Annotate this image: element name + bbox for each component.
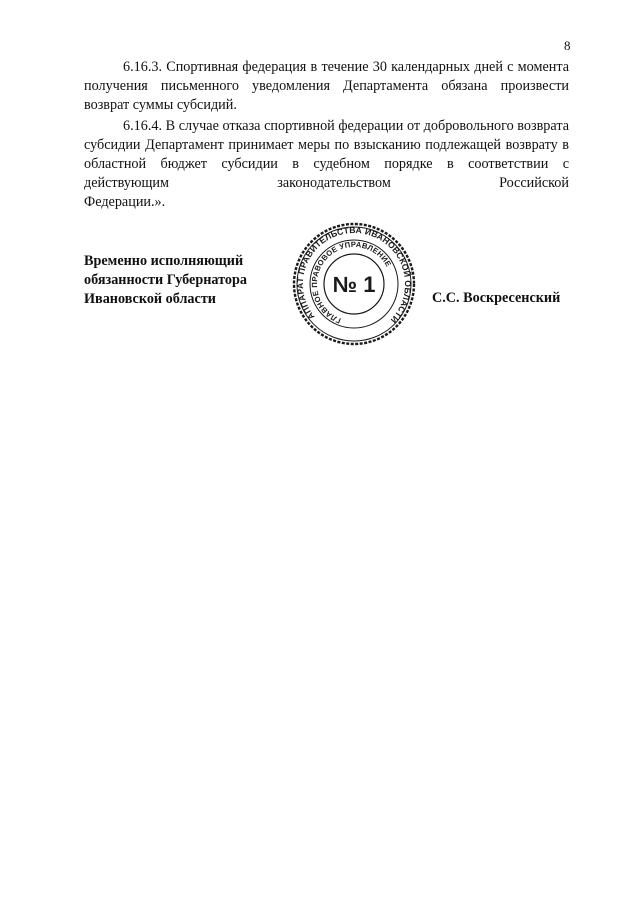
signatory-position <box>84 252 247 309</box>
paragraph-6-16-4-ending: Федерации.». <box>84 194 166 210</box>
document-body <box>84 58 569 214</box>
seal-outer-text: АППАРАТ ПРАВИТЕЛЬСТВА ИВАНОВСКОЙ ОБЛАСТИ <box>294 224 414 326</box>
signatory-position-line: Ивановской области <box>84 291 216 307</box>
page-number: 8 <box>564 38 571 53</box>
official-seal-stamp <box>292 222 416 346</box>
signatory-position-line: Временно исполняющий <box>84 253 244 269</box>
signatory-name: С.С. Воскресенский <box>432 290 561 306</box>
signatory-position-line: обязанности Губернатора <box>84 272 247 288</box>
paragraph-6-16-3: 6.16.3. Спортивная федерация в течение 30 календарных дней с момента получения письменного уведомления Департамента обязана произвести возврат суммы субсидий. <box>84 59 569 113</box>
paragraph-6-16-4-main: 6.16.4. В случае отказа спортивной федерации от добровольного возврата субсидии Департамент принимает меры по взысканию подлежащей возврату в областной бюджет субсидии в судебном порядке в соответствии с действующим законодательством Российской <box>84 118 569 191</box>
seal-inner-text: ГЛАВНОЕ ПРАВОВОЕ УПРАВЛЕНИЕ <box>309 239 394 326</box>
seal-center-number: № 1 <box>332 272 376 297</box>
paragraph-6-16-4 <box>84 117 569 212</box>
